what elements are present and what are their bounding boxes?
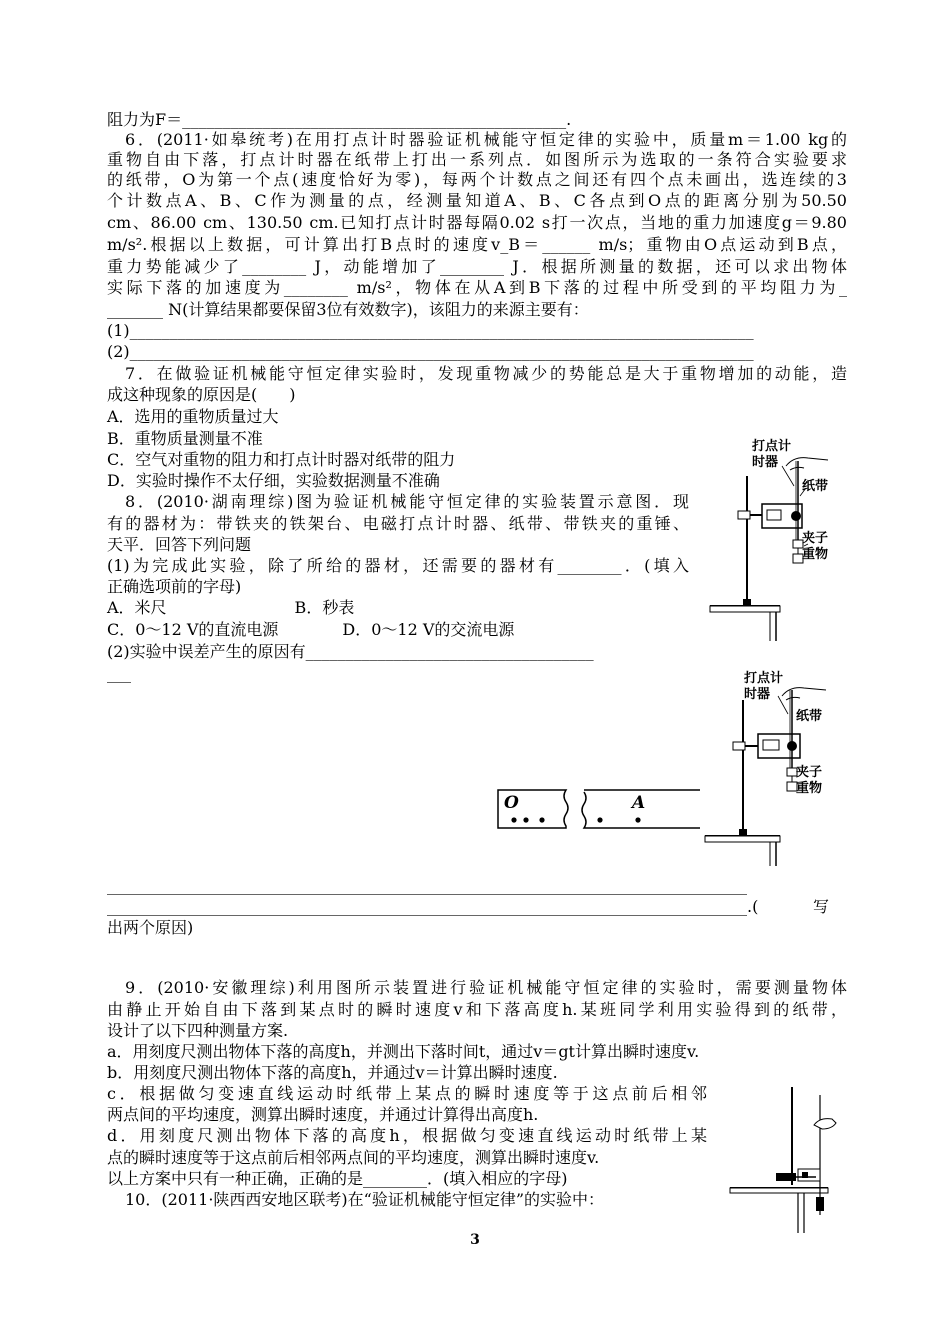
q8-part1-1: (1)为完成此实验，除了所给的器材，还需要的器材有________．(填入 xyxy=(107,556,689,575)
apparatus-drawing-3 xyxy=(728,1085,838,1235)
clip-label-2b: 重物 xyxy=(796,781,823,796)
q6-line-9: _______ N(计算结果都要保留3位有效数字)，该阻力的来源主要有： xyxy=(107,300,589,319)
q6-line-2: 重物自由下落，打点计时器在纸带上打出一系列点．如图所示为选取的一条符合实验要求 xyxy=(107,150,847,169)
q8-part2-1: (2)实验中误差产生的原因有____________________________________ xyxy=(107,642,594,661)
tape-label-o: O xyxy=(504,793,519,813)
q6-reason-2: (2)______________________________________________________________________________ xyxy=(107,342,754,361)
q7-stem-2: 成这种现象的原因是( ) xyxy=(107,385,296,404)
q6-reason-1: (1)______________________________________________________________________________ xyxy=(107,321,754,340)
q9-stem-3: 设计了以下四种测量方案. xyxy=(107,1021,289,1040)
q9-option-c-2: 两点间的平均速度，测算出瞬时速度，并通过计算得出高度h. xyxy=(107,1105,539,1124)
q6-line-3: 的纸带，O为第一个点(速度恰好为零)，每两个计数点之间还有四个点未画出，选连续的3 xyxy=(107,170,847,189)
q7-option-a: A．选用的重物质量过大 xyxy=(107,407,279,426)
q9-answer-line: 以上方案中只有一种正确，正确的是________．(填入相应的字母) xyxy=(107,1169,568,1188)
q7-stem-1: 7．在做验证机械能守恒定律实验时，发现重物减少的势能总是大于重物增加的动能，造 xyxy=(125,364,847,383)
page-number: 3 xyxy=(470,1232,480,1248)
q6-line-8: 实际下落的加速度为________ m/s²，物体在从A到B下落的过程中所受到的平均阻力为_ xyxy=(107,278,847,297)
q9-option-c-1: c．根据做匀变速直线运动时纸带上某点的瞬时速度等于这点前后相邻 xyxy=(107,1084,707,1103)
apparatus-figure-2 xyxy=(700,668,830,868)
tape-label-2: 纸带 xyxy=(796,709,823,724)
q8-option-cd: C．0～12 V的直流电源 D．0～12 V的交流电源 xyxy=(107,620,515,639)
timer-label-2b: 时器 xyxy=(744,687,771,702)
q9-option-a: a．用刻度尺测出物体下落的高度h，并测出下落时间t，通过v＝gt计算出瞬时速度v. xyxy=(107,1042,700,1061)
q9-option-b: b．用刻度尺测出物体下落的高度h，并通过v＝计算出瞬时速度. xyxy=(107,1063,558,1082)
q9-stem-2: 由静止开始自由下落到某点时的瞬时速度v和下落高度h.某班同学利用实验得到的纸带， xyxy=(107,1000,847,1019)
q5-answer-line: 阻力为F＝________________________________________________. xyxy=(107,110,572,129)
q6-line-4: 个计数点A、B、C作为测量的点，经测量知道A、B、C各点到O点的距离分别为50.50 xyxy=(107,191,847,210)
q9-option-d-2: 点的瞬时速度等于这点前后相邻两点间的平均速度，测算出瞬时速度v. xyxy=(107,1148,600,1167)
apparatus-figure-1 xyxy=(700,436,830,646)
q8-stem-2: 有的器材为：带铁夹的铁架台、电磁打点计时器、纸带、带铁夹的重锤、 xyxy=(107,514,689,533)
q9-stem-1: 9．(2010·安徽理综)利用图所示装置进行验证机械能守恒定律的实验时，需要测量物体 xyxy=(125,978,847,997)
paper-tape-drawing xyxy=(496,786,700,832)
q6-line-1: 6．(2011·如皋统考)在用打点计时器验证机械能守恒定律的实验中，质量m＝1.00 kg的 xyxy=(125,130,847,149)
q8-answer-line-3: 出两个原因) xyxy=(107,918,194,937)
clip-label-1b: 重物 xyxy=(802,547,829,562)
q8-answer-line-1: ________________________________________________________________________________ xyxy=(107,876,747,895)
timer-label-1b: 时器 xyxy=(752,455,779,470)
tape-label-1: 纸带 xyxy=(802,479,829,494)
q7-option-c: C．空气对重物的阻力和打点计时器对纸带的阻力 xyxy=(107,450,456,469)
q7-option-d: D．实验时操作不太仔细，实验数据测量不准确 xyxy=(107,471,440,490)
q6-line-7: 重力势能减少了________ J，动能增加了________ J．根据所测量的数据，还可以求出物体 xyxy=(107,257,847,276)
q8-stem-3: 天平．回答下列问题 xyxy=(107,535,252,554)
q6-line-6: m/s².根据以上数据，可计算出打B点时的速度v_B＝______ m/s；重物由O点运动到B点， xyxy=(107,235,847,254)
q9-option-d-1: d．用刻度尺测出物体下落的高度h，根据做匀变速直线运动时纸带上某 xyxy=(107,1126,707,1145)
q6-line-5: cm、86.00 cm、130.50 cm.已知打点计时器每隔0.02 s打一次点，当地的重力加速度g＝9.80 xyxy=(107,213,847,232)
timer-label-2a: 打点计 xyxy=(744,671,784,686)
clip-label-1a: 夹子 xyxy=(802,531,829,546)
q8-stem-1: 8．(2010·湖南理综)图为验证机械能守恒定律的实验装置示意图．现 xyxy=(125,492,689,511)
timer-label-1a: 打点计 xyxy=(752,439,792,454)
q10-stem-1: 10．(2011·陕西西安地区联考)在“验证机械能守恒定律”的实验中： xyxy=(125,1190,605,1209)
q8-answer-line-2: ________________________________________________________________________________.(写 xyxy=(107,897,829,916)
q8-part2-2: ___ xyxy=(107,664,131,683)
q8-part1-2: 正确选项前的字母) xyxy=(107,577,242,596)
q7-option-b: B．重物质量测量不准 xyxy=(107,429,263,448)
tape-label-a: A xyxy=(632,793,646,813)
paper-tape-figure xyxy=(496,786,700,832)
q8-option-ab: A．米尺 B．秒表 xyxy=(107,598,355,617)
clip-label-2a: 夹子 xyxy=(796,765,823,780)
apparatus-figure-3 xyxy=(728,1085,838,1235)
